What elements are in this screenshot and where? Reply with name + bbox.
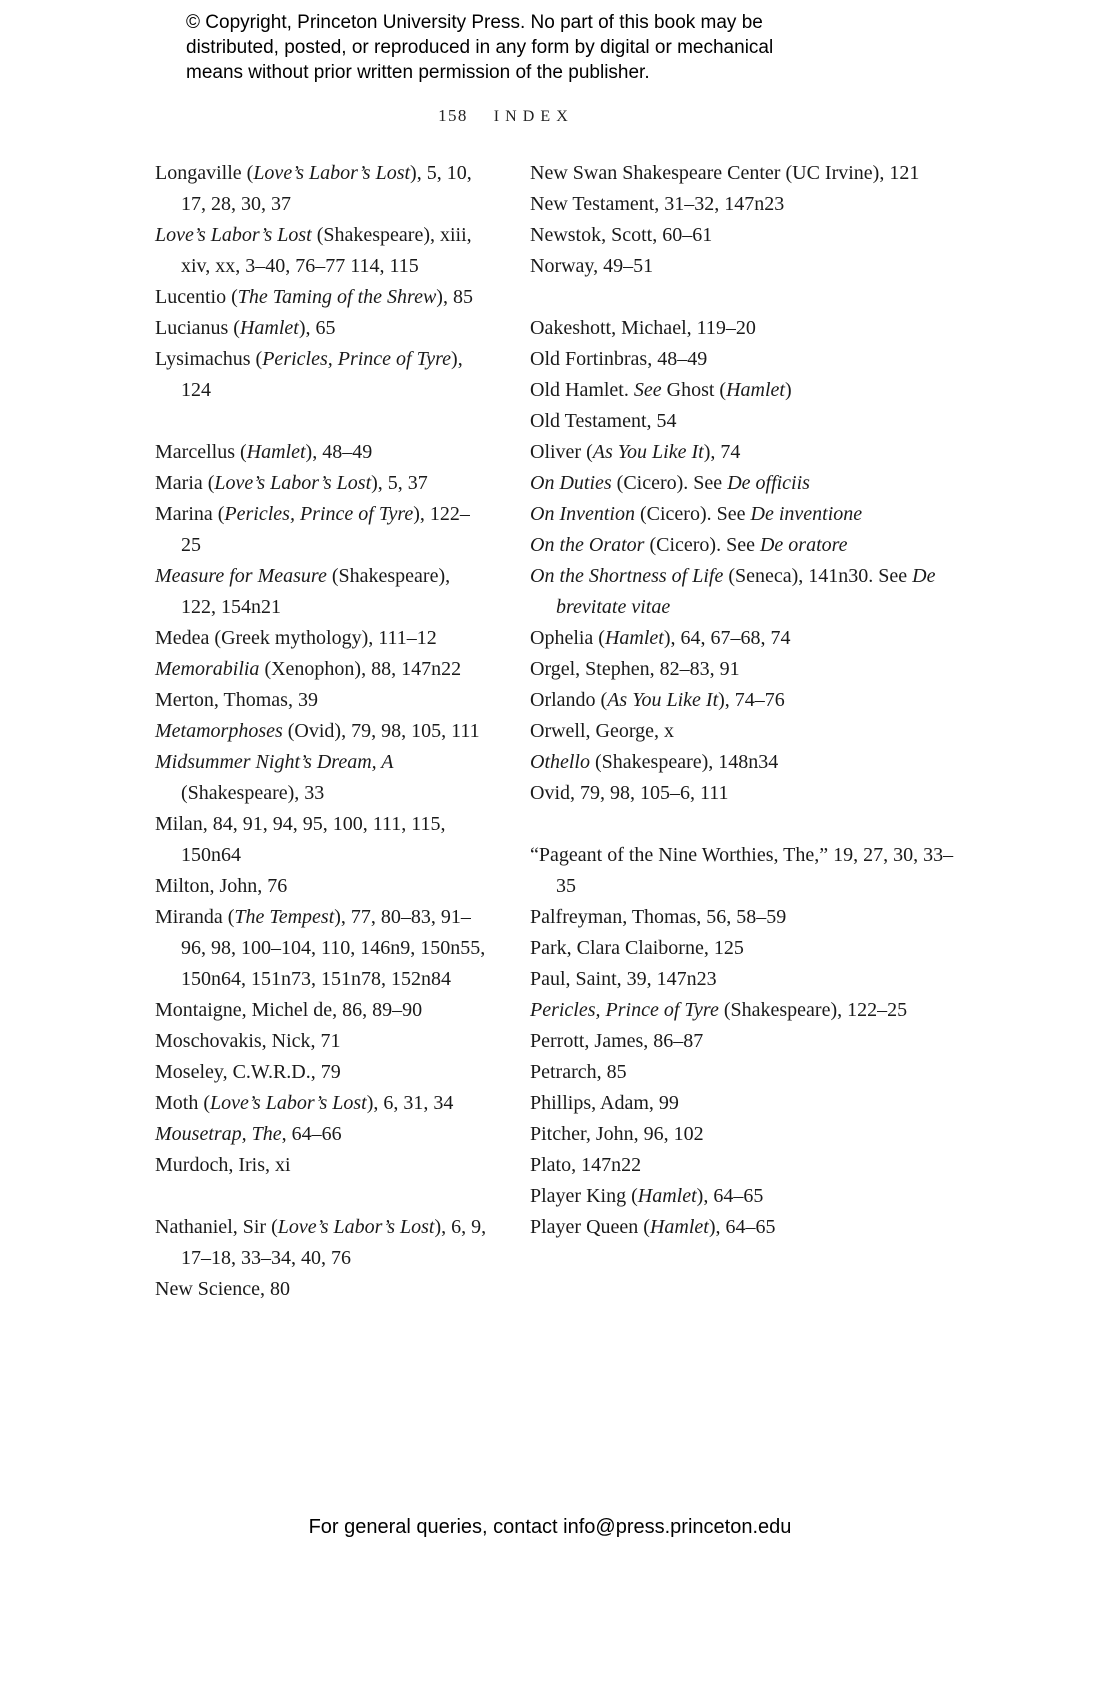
index-column-right	[530, 158, 958, 1243]
copyright-notice	[186, 10, 773, 85]
index-entry: New Swan Shakespeare Center (UC Irvine), 121	[530, 162, 920, 184]
index-entry: Moschovakis, Nick, 71	[155, 1030, 341, 1052]
index-entry: Murdoch, Iris, xi	[155, 1154, 291, 1176]
index-entry: Milton, John, 76	[155, 875, 288, 897]
index-entry: Metamorphoses (Ovid), 79, 98, 105, 111	[155, 720, 480, 742]
index-entry: Lucentio (The Taming of the Shrew), 85	[155, 286, 473, 308]
index-group	[530, 158, 958, 282]
index-entry: Nathaniel, Sir (Love’s Labor’s Lost), 6, 9, 17–18, 33–34, 40, 76	[155, 1216, 487, 1269]
index-entry: Orwell, George, x	[530, 720, 675, 742]
index-entry: Old Fortinbras, 48–49	[530, 348, 708, 370]
index-entry: Park, Clara Claiborne, 125	[530, 937, 744, 959]
index-entry: Moth (Love’s Labor’s Lost), 6, 31, 34	[155, 1092, 454, 1114]
index-column-left	[155, 158, 487, 1305]
index-entry: Maria (Love’s Labor’s Lost), 5, 37	[155, 472, 428, 494]
footer-queries-line: For general queries, contact info@press.princeton.edu	[308, 1516, 792, 1538]
index-entry: Orgel, Stephen, 82–83, 91	[530, 658, 740, 680]
copyright-line-2: distributed, posted, or reproduced in any form by digital or mechanical	[186, 37, 774, 58]
index-entry: Orlando (As You Like It), 74–76	[530, 689, 785, 711]
index-entry: Longaville (Love’s Labor’s Lost), 5, 10, 17, 28, 30, 37	[155, 162, 472, 215]
index-entry: Lysimachus (Pericles, Prince of Tyre), 124	[155, 348, 463, 401]
index-entry: Pitcher, John, 96, 102	[530, 1123, 704, 1145]
index-entry: Love’s Labor’s Lost (Shakespeare), xiii, xiv, xx, 3–40, 76–77 114, 115	[155, 224, 472, 277]
index-entry: Newstok, Scott, 60–61	[530, 224, 713, 246]
index-entry: Oakeshott, Michael, 119–20	[530, 317, 756, 339]
index-entry: On Invention (Cicero). See De inventione	[530, 503, 863, 525]
index-entry: Measure for Measure (Shakespeare), 122, 154n21	[155, 565, 451, 618]
index-entry: Medea (Greek mythology), 111–12	[155, 627, 437, 649]
index-entry: Oliver (As You Like It), 74	[530, 441, 741, 463]
index-entry: Othello (Shakespeare), 148n34	[530, 751, 779, 773]
index-entry: Old Testament, 54	[530, 410, 677, 432]
section-title: INDEX	[493, 108, 574, 125]
index-entry: On the Orator (Cicero). See De oratore	[530, 534, 848, 556]
index-entry: Palfreyman, Thomas, 56, 58–59	[530, 906, 787, 928]
index-entry: Midsummer Night’s Dream, A (Shakespeare), 33	[155, 751, 394, 804]
index-entry: Memorabilia (Xenophon), 88, 147n22	[155, 658, 462, 680]
index-group	[155, 1212, 487, 1305]
index-entry: Pericles, Prince of Tyre (Shakespeare), 122–25	[530, 999, 908, 1021]
index-group	[530, 840, 958, 1243]
index-entry: Phillips, Adam, 99	[530, 1092, 679, 1114]
index-entry: Moseley, C.W.R.D., 79	[155, 1061, 341, 1083]
index-entry: Plato, 147n22	[530, 1154, 642, 1176]
index-entry: Ophelia (Hamlet), 64, 67–68, 74	[530, 627, 791, 649]
index-entry: Miranda (The Tempest), 77, 80–83, 91–96, 98, 100–104, 110, 146n9, 150n55, 150n64, 151n73, 151n78, 152n84	[155, 906, 486, 990]
index-entry: Merton, Thomas, 39	[155, 689, 318, 711]
index-entry: Lucianus (Hamlet), 65	[155, 317, 336, 339]
index-group	[155, 437, 487, 1181]
page-header	[0, 106, 1012, 126]
copyright-line-3: means without prior written permission of the publisher.	[186, 62, 650, 83]
index-entry: “Pageant of the Nine Worthies, The,” 19, 27, 30, 33–35	[530, 844, 954, 897]
index-entry: Ovid, 79, 98, 105–6, 111	[530, 782, 729, 804]
index-entry: Old Hamlet. See Ghost (Hamlet)	[530, 379, 792, 401]
index-entry: Player Queen (Hamlet), 64–65	[530, 1216, 776, 1238]
index-entry: Milan, 84, 91, 94, 95, 100, 111, 115, 150n64	[155, 813, 446, 866]
index-group	[155, 158, 487, 406]
copyright-line-1: © Copyright, Princeton University Press. No part of this book may be	[186, 12, 763, 33]
index-entry: Petrarch, 85	[530, 1061, 627, 1083]
index-entry: Marina (Pericles, Prince of Tyre), 122–25	[155, 503, 470, 556]
index-entry: Norway, 49–51	[530, 255, 654, 277]
index-entry: Mousetrap, The, 64–66	[155, 1123, 342, 1145]
index-entry: On the Shortness of Life (Seneca), 141n30. See De brevitate vitae	[530, 565, 936, 618]
index-entry: Montaigne, Michel de, 86, 89–90	[155, 999, 423, 1021]
index-entry: Perrott, James, 86–87	[530, 1030, 704, 1052]
index-entry: New Testament, 31–32, 147n23	[530, 193, 785, 215]
index-entry: Player King (Hamlet), 64–65	[530, 1185, 764, 1207]
index-entry: Paul, Saint, 39, 147n23	[530, 968, 717, 990]
index-entry: Marcellus (Hamlet), 48–49	[155, 441, 373, 463]
index-entry: On Duties (Cicero). See De officiis	[530, 472, 810, 494]
page-number: 158	[438, 106, 468, 125]
index-body	[155, 158, 958, 1305]
index-group	[530, 313, 958, 809]
index-entry: New Science, 80	[155, 1278, 290, 1300]
